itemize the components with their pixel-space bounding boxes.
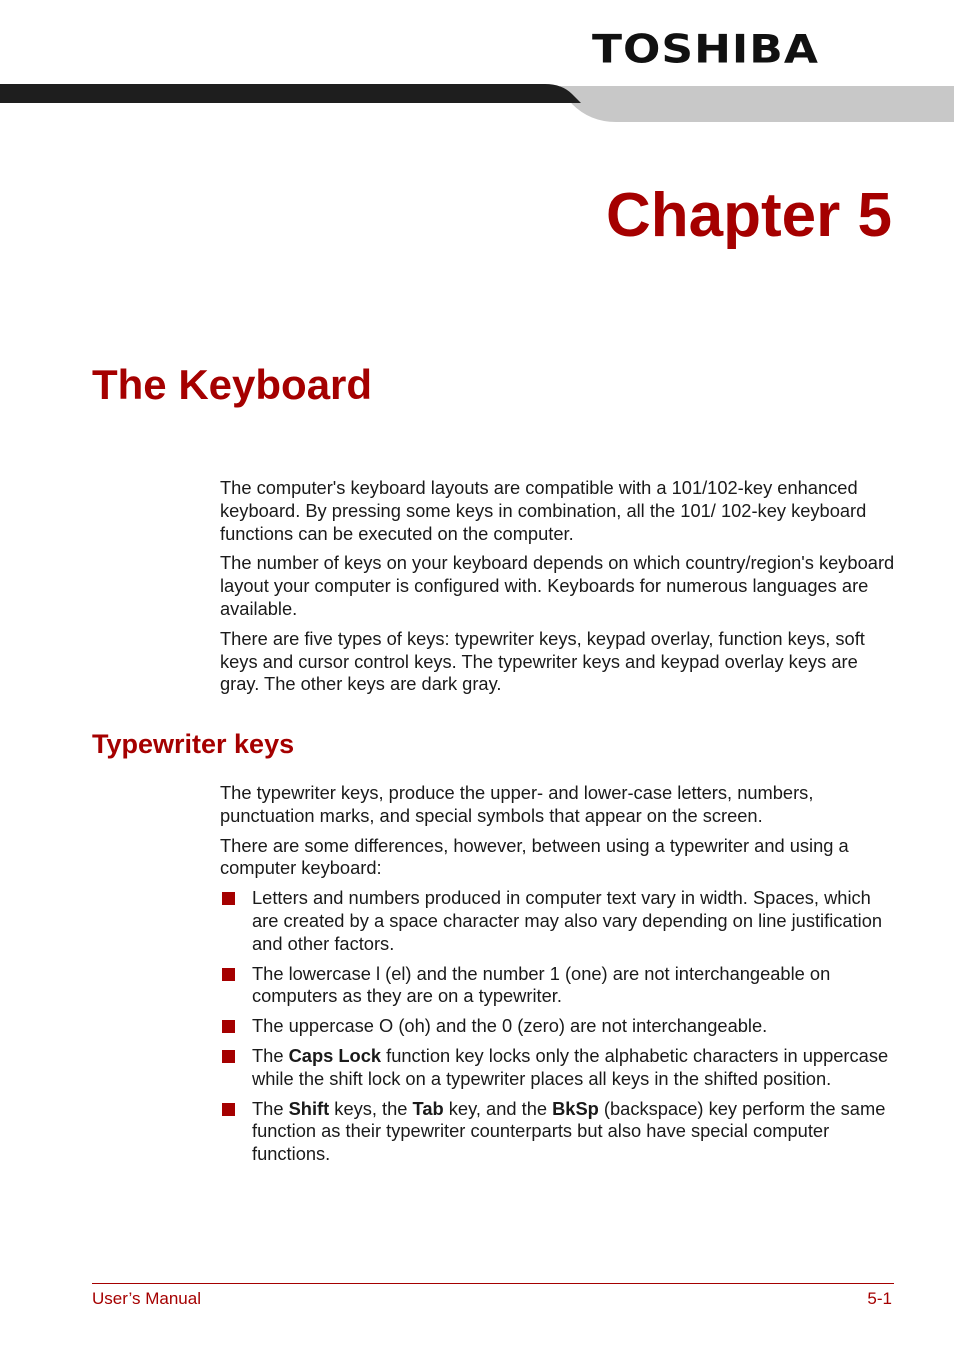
header-band-dark xyxy=(0,84,581,103)
list-item xyxy=(220,887,896,955)
key-name-bksp: BkSp xyxy=(552,1097,599,1119)
typewriter-paragraph: The typewriter keys, produce the upper- and lower-case letters, numbers, punctuation marks, and special symbols that appear on the screen. xyxy=(220,782,814,826)
list-item-text xyxy=(252,1045,888,1089)
text-fragment: keys, the xyxy=(329,1097,413,1119)
list-item-text: The uppercase O (oh) and the 0 (zero) are not interchangeable. xyxy=(252,1015,768,1037)
key-name-caps-lock: Caps Lock xyxy=(288,1044,382,1066)
intro-paragraph: The computer's keyboard layouts are compatible with a 101/102-key enhanced keyboard. By pressing some keys in combination, all the 101/ 102-key keyboard functions can be executed on the computer. xyxy=(220,477,867,544)
list-item xyxy=(220,1045,896,1091)
toshiba-logo: TOSHIBA xyxy=(592,26,819,73)
typewriter-paragraph: There are some differences, however, between using a typewriter and using a computer keyboard: xyxy=(220,834,849,879)
typewriter-section xyxy=(220,782,896,1173)
square-bullet-icon xyxy=(222,892,235,905)
intro-paragraph: The number of keys on your keyboard depends on which country/region's keyboard layout your computer is configured with. Keyboards for numerous languages are available. xyxy=(220,552,895,619)
list-item-text: The lowercase l (el) and the number 1 (one) are not interchangeable on computers as they are on a typewriter. xyxy=(252,962,831,1007)
list-item-text xyxy=(252,1098,885,1165)
page-title: The Keyboard xyxy=(92,361,373,408)
key-name-tab: Tab xyxy=(412,1097,444,1119)
text-fragment: function key locks only the alphabetic characters in uppercase while the shift lock on a typewriter places all keys in the shifted position. xyxy=(252,1044,889,1089)
text-fragment: The xyxy=(252,1097,289,1119)
differences-list xyxy=(220,887,896,1166)
list-item xyxy=(220,963,896,1009)
list-item xyxy=(220,1015,896,1038)
typewriter-keys-heading: Typewriter keys xyxy=(92,729,295,759)
intro-section xyxy=(220,477,896,703)
square-bullet-icon xyxy=(222,968,235,981)
square-bullet-icon xyxy=(222,1020,235,1033)
page-number: 5-1 xyxy=(867,1289,892,1308)
footer-divider xyxy=(92,1283,894,1284)
footer-manual-label: User’s Manual xyxy=(92,1289,201,1308)
list-item xyxy=(220,1098,896,1166)
text-fragment: The xyxy=(252,1044,289,1066)
list-item-text: Letters and numbers produced in computer text vary in width. Spaces, which are created by a space character may also vary depending on line justification and other factors. xyxy=(252,887,883,954)
square-bullet-icon xyxy=(222,1050,235,1063)
square-bullet-icon xyxy=(222,1103,235,1116)
text-fragment: key, and the xyxy=(443,1097,553,1119)
key-name-shift: Shift xyxy=(288,1097,330,1119)
chapter-label: Chapter 5 xyxy=(606,181,892,250)
intro-paragraph: There are five types of keys: typewriter keys, keypad overlay, function keys, soft keys and cursor control keys. The typewriter keys and keypad overlay keys are gray. The other keys are dark gray. xyxy=(220,627,865,695)
text-fragment: (backspace) key perform the same function as their typewriter counterparts but also have special computer functions. xyxy=(252,1097,886,1165)
header-band xyxy=(0,84,954,124)
header-band-light xyxy=(560,86,954,122)
